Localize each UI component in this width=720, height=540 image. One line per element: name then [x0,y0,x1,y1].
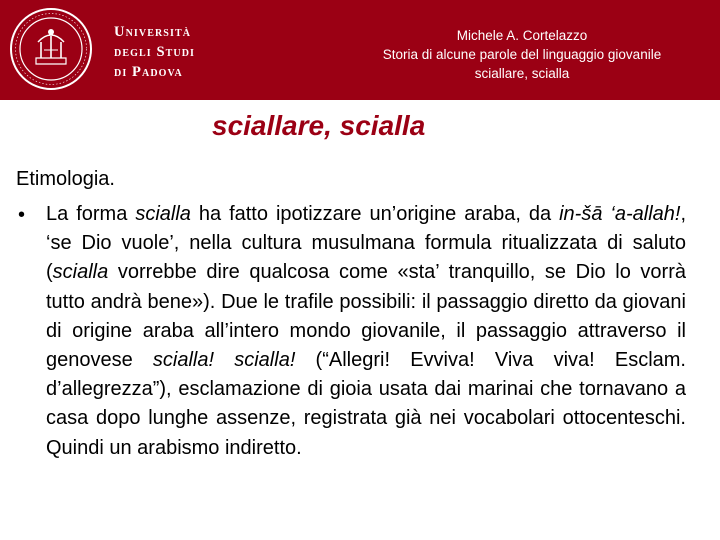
paragraph-text-run: vorrebbe dire qualcosa come «sta’ tranquillo, se Dio lo vorrà tutto andrà bene»). Due le trafile possibili: il passaggio diretto da giovani di origine araba all’intero mondo giovanile, il passaggio attraverso il genovese [46,261,686,372]
italic-term: in-šā ‘a-allah! [559,203,681,225]
university-name-line: degli Studi [114,44,196,60]
topic-label: sciallare, scialla [474,66,570,81]
slide-title: sciallare, scialla [212,110,426,141]
paragraph-text-run: (“Allegri! Evviva! Viva viva! Esclam. d’allegrezza”), esclamazione di gioia usata dai marinai che tornavano a casa dopo lunghe assenze, registrata già nei vocabolari ottocenteschi. Quindi un arabismo indiretto. [46,349,686,459]
university-seal-icon [8,6,94,92]
header-meta [342,26,702,83]
bullet-icon: • [18,204,26,226]
section-heading: Etimologia. [16,168,115,190]
paragraph-text-run: , ‘se Dio vuole’, nella cultura musulmana formula ritualizzata di saluto ( [46,203,687,284]
university-logo [8,6,218,92]
body-paragraph [46,200,686,463]
university-name-line: Università [114,24,192,40]
university-name-line: di Padova [114,64,183,80]
paragraph-text-run: La forma [46,203,136,225]
italic-term: scialla! scialla! [152,349,296,372]
italic-term: scialla [135,203,191,225]
course-title: Storia di alcune parole del linguaggio giovanile [382,47,662,62]
author-name: Michele A. Cortelazzo [456,28,588,43]
header-banner [0,0,720,100]
italic-term: scialla [52,261,109,284]
paragraph-text-run: ha fatto ipotizzare un’origine araba, da [190,203,560,225]
university-name [114,22,195,82]
